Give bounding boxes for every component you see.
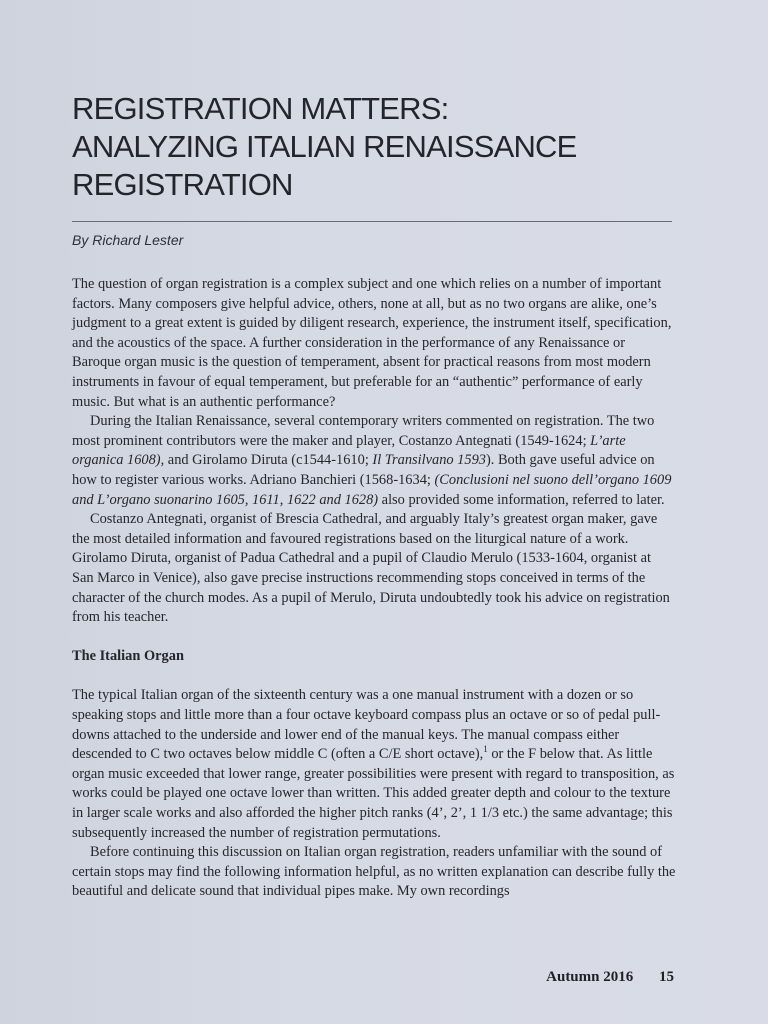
book-title: (Conclusioni nel suono dell’organo 1609 and L’organo suonarino 1605, 1611, 1622 and 1628)	[72, 471, 672, 508]
title-divider	[72, 221, 672, 222]
text-run: and Girolamo Diruta (c1544-1610;	[164, 452, 373, 469]
page-number: 15	[659, 969, 674, 985]
paragraph-italian-organ	[72, 686, 676, 843]
book-title: Il Transilvano 1593	[372, 452, 486, 469]
page-footer	[546, 969, 674, 986]
paragraph-antegnati: Costanzo Antegnati, organist of Brescia Cathedral, and arguably Italy’s greatest organ maker, gave the most detailed information and favoured registrations based on the liturgical nature of a work. Girolamo Diruta, organist of Padua Cathedral and a pupil of Claudio Merulo (1533-1604, organist at San Marco in Venice), also gave precise instructions recommending stops conceived in terms of the character of the church modes. As a pupil of Merulo, Diruta undoubtedly took his advice on registration from his teacher.	[72, 511, 670, 626]
text-run: The typical Italian organ of the sixteenth century was a one manual instrument with a dozen or so speaking stops and little more than a four octave keyboard compass plus an octave or so of pedal pull-downs attached to the underside and lower end of the manual keys. The manual compass either descended to C two octaves below middle C (often a C/E short octave),	[72, 687, 661, 763]
paragraph-intro: The question of organ registration is a complex subject and one which relies on a number of important factors. Many composers give helpful advice, others, none at all, but as no two organs are alike, one’s judgment to a great extent is guided by diligent research, experience, the instrument itself, specification, and the acoustics of the space. A further consideration in the performance of any Renaissance or Baroque organ music is the question of temperament, absent for practical reasons from most modern instruments in favour of equal temperament, but preferable for an “authentic” performance of early music. But what is an authentic performance?	[72, 276, 672, 410]
section-heading: The Italian Organ	[72, 648, 184, 665]
text-run: also provided some information, referred to later.	[378, 491, 665, 508]
paragraph-writers	[72, 412, 676, 510]
title-line: REGISTRATION MATTERS:	[72, 91, 449, 126]
footnote-marker[interactable]: 1	[483, 744, 488, 755]
byline: By Richard Lester	[72, 232, 184, 248]
text-run: or the F below that. As little organ music exceeded that lower range, greater possibilities were present with regard to transposition, as works could be played one octave lower than written. This added greater depth and colour to the texture in larger scale works and also afforded the higher pitch ranks (4’, 2’, 1 1/3 etc.) the same advantage; this subsequently increased the number of registration permutations.	[72, 746, 675, 841]
article-body	[72, 275, 676, 902]
title-line: ANALYZING ITALIAN RENAISSANCE	[72, 129, 577, 164]
title-line: REGISTRATION	[72, 167, 293, 202]
article-title	[72, 90, 682, 204]
issue-season: Autumn 2016	[546, 969, 634, 985]
paragraph-before-continuing: Before continuing this discussion on Italian organ registration, readers unfamiliar with the sound of certain stops may find the following information helpful, as no written explanation can describe fully the beautiful and delicate sound that individual pipes make. My own recordings	[72, 844, 676, 900]
text-run: ). Both gave useful advice on how to register various works. Adriano Banchieri (1568-1634;	[72, 452, 655, 488]
text-run: During the Italian Renaissance, several contemporary writers commented on registration. The two most prominent contributors were the maker and player, Costanzo Antegnati (1549-1624;	[72, 413, 655, 449]
book-title: L’arte organica 1608),	[72, 432, 626, 469]
